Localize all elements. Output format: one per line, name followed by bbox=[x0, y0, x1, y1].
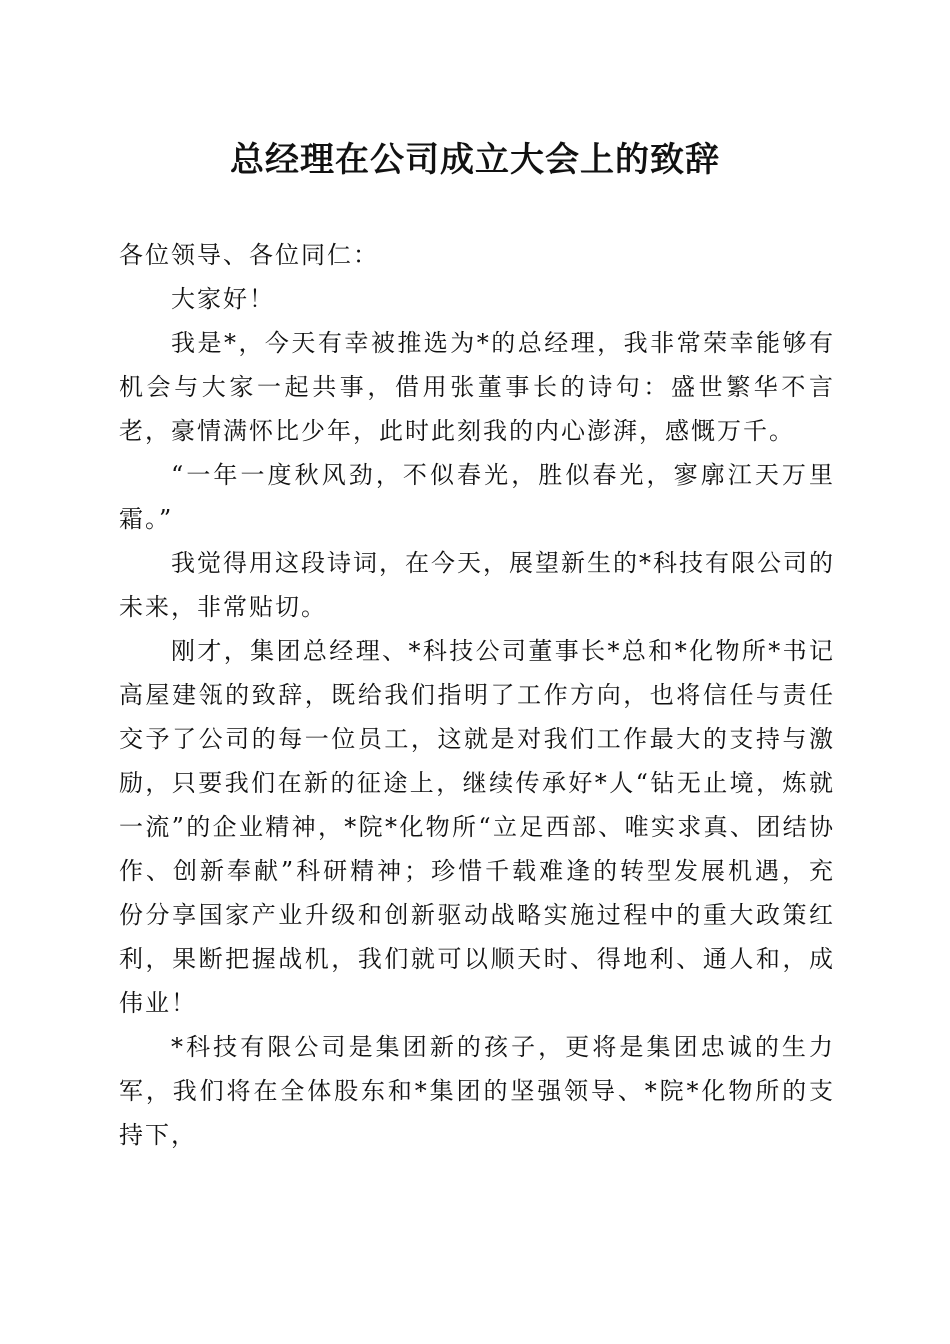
document-title: 总经理在公司成立大会上的致辞 bbox=[230, 140, 720, 180]
paragraph-greeting: 大家好！ bbox=[171, 285, 275, 313]
paragraph-poem-quote: “一年一度秋风劲，不似春光，胜似春光，寥廓江天万里霜。” bbox=[119, 461, 835, 533]
paragraph-poem-comment: 我觉得用这段诗词，在今天，展望新生的*科技有限公司的未来，非常贴切。 bbox=[119, 549, 835, 621]
salutation: 各位领导、各位同仁： bbox=[119, 241, 379, 269]
paragraph-company-mission: *科技有限公司是集团新的孩子，更将是集团忠诚的生力军，我们将在全体股东和*集团的坚强领导、*院*化物所的支持下， bbox=[119, 1033, 835, 1149]
paragraph-leadership-remarks: 刚才，集团总经理、*科技公司董事长*总和*化物所*书记高屋建瓴的致辞，既给我们指明了工作方向，也将信任与责任交予了公司的每一位员工，这就是对我们工作最大的支持与激励，只要我们在新的征途上，继续传承好*人“钻无止境，炼就一流”的企业精神，*院*化物所“立足西部、唯实求真、团结协作、创新奉献”科研精神；珍惜千载难逢的转型发展机遇，充份分享国家产业升级和创新驱动战略实施过程中的重大政策红利，果断把握战机，我们就可以顺天时、得地利、通人和，成伟业！ bbox=[119, 637, 835, 1017]
document-body bbox=[119, 233, 835, 1157]
paragraph-introduction: 我是*，今天有幸被推选为*的总经理，我非常荣幸能够有机会与大家一起共事，借用张董事长的诗句：盛世繁华不言老，豪情满怀比少年，此时此刻我的内心澎湃，感慨万千。 bbox=[119, 329, 835, 445]
